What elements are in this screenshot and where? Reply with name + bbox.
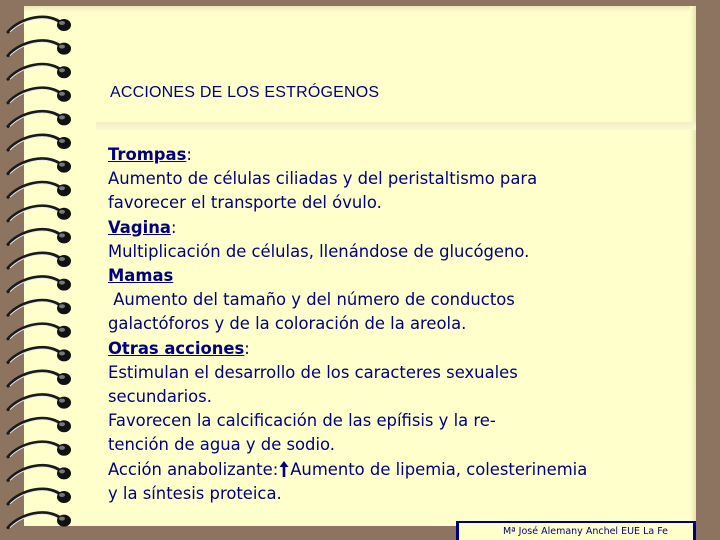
body-line: Aumento del tamaño y del número de conductos: [113, 290, 515, 310]
binding-ring: [8, 206, 71, 221]
body-line: Multiplicación de células, llenándose de glucógeno.: [108, 241, 530, 261]
section-otras-heading-line: Otras acciones:: [108, 338, 250, 358]
binding-ring: [8, 418, 71, 433]
binding-ring: [8, 324, 71, 339]
up-arrow-icon: [279, 460, 289, 478]
body-line: tención de agua y de sodio.: [108, 435, 335, 455]
spiral-binding-icon: [0, 0, 90, 540]
body-line: galactóforos y de la coloración de la areola.: [108, 314, 467, 334]
section-heading: Vagina: [108, 217, 171, 237]
binding-ring: [8, 41, 71, 56]
binding-ring: [8, 135, 71, 150]
body-line: Acción anabolizante: Aumento de lipemia, colesterinemia: [108, 459, 588, 479]
section-trompas-heading-line: Trompas:: [108, 145, 192, 164]
binding-ring: [8, 229, 71, 244]
footer-credit: Mª José Alemany Anchel EUE La Fe: [459, 523, 693, 540]
binding-ring: [8, 88, 71, 103]
section-vagina-heading-line: Vagina:: [108, 217, 177, 237]
body-line: Favorecen la calcificación de las epífisis y la re-: [108, 411, 496, 431]
binding-ring: [8, 182, 71, 197]
binding-ring: [8, 347, 71, 362]
paper-right-shade: [690, 6, 696, 526]
binding-ring: [8, 277, 71, 292]
binding-ring: [8, 17, 71, 32]
binding-ring: [8, 111, 71, 126]
binding-ring: [8, 465, 71, 480]
binding-ring: [8, 64, 71, 79]
body-line: Aumento de células ciliadas y del peristaltismo para: [108, 169, 538, 189]
section-heading: Trompas: [108, 145, 187, 164]
body-line: favorecer el transporte del óvulo.: [108, 193, 382, 213]
binding-ring: [8, 159, 71, 174]
binding-ring: [8, 253, 71, 268]
binding-ring: [8, 489, 71, 504]
binding-ring: [8, 395, 71, 410]
body-line: secundarios.: [108, 387, 212, 407]
slide-body: [108, 143, 668, 506]
section-mamas-heading-line: [108, 264, 668, 288]
paper-top-shade: [24, 6, 696, 12]
body-line: Estimulan el desarrollo de los caracteres sexuales: [108, 362, 518, 382]
binding-ring: [8, 513, 71, 528]
body-line: y la síntesis proteica.: [108, 483, 282, 503]
section-heading: Otras acciones: [108, 338, 245, 358]
binding-ring: [8, 442, 71, 457]
title-divider: [96, 122, 696, 130]
slide-title: ACCIONES DE LOS ESTRÓGENOS: [110, 84, 380, 101]
section-heading: Mamas: [108, 266, 174, 286]
binding-ring: [8, 300, 71, 315]
binding-ring: [8, 371, 71, 386]
